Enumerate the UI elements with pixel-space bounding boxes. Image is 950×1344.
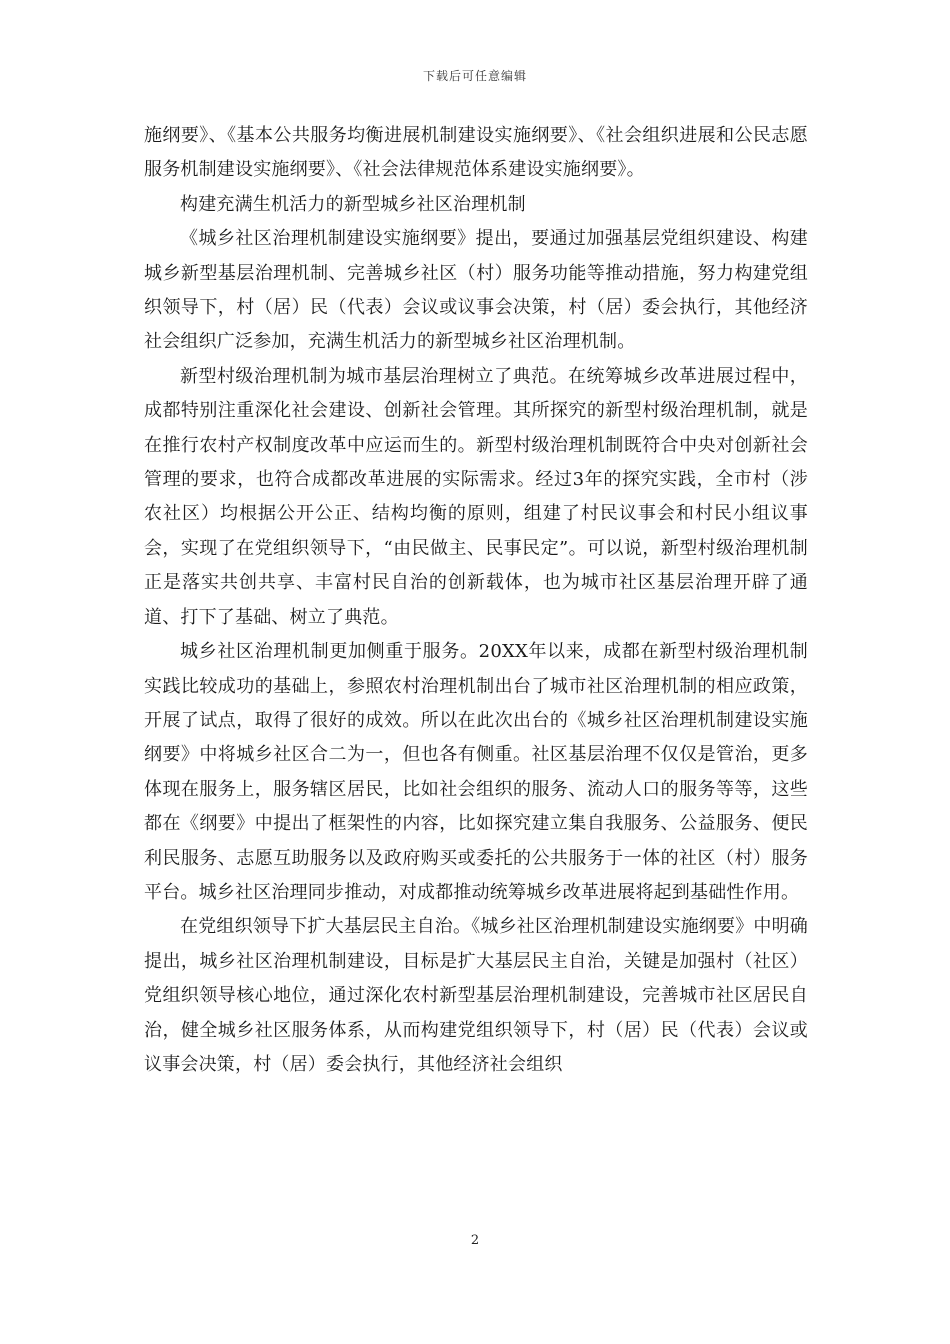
paragraph-4: 城乡社区治理机制更加侧重于服务。20XX年以来，成都在新型村级治理机制实践比较成功的基础上，参照农村治理机制出台了城市社区治理机制的相应政策，开展了试点，取得了很好的成效。所以在此次出台的《城乡社区治理机制建设实施纲要》中将城乡社区合二为一，但也各有侧重。社区基层治理不仅仅是管治，更多体现在服务上，服务辖区居民，比如社会组织的服务、流动人口的服务等等，这些都在《纲要》中提出了框架性的内容，比如探究建立集自我服务、公益服务、便民利民服务、志愿互助服务以及政府购买或委托的公共服务于一体的社区（村）服务平台。城乡社区治理同步推动，对成都推动统筹城乡改革进展将起到基础性作用。 xyxy=(144,641,808,903)
page-header: 下载后可任意编辑 xyxy=(422,69,527,83)
paragraph-2: 《城乡社区治理机制建设实施纲要》提出，要通过加强基层党组织建设、构建城乡新型基层治理机制、完善城乡社区（村）服务功能等推动措施，努力构建党组织领导下，村（居）民（代表）会议或议事会决策，村（居）委会执行，其他经济社会组织广泛参加，充满生机活力的新型城乡社区治理机制。 xyxy=(144,228,808,353)
paragraph-3: 新型村级治理机制为城市基层治理树立了典范。在统筹城乡改革进展过程中，成都特别注重深化社会建设、创新社会管理。其所探究的新型村级治理机制，就是在推行农村产权制度改革中应运而生的。新型村级治理机制既符合中央对创新社会管理的要求，也符合成都改革进展的实际需求。经过3年的探究实践，全市村（涉农社区）均根据公开公正、结构均衡的原则，组建了村民议事会和村民小组议事会，实现了在党组织领导下，“由民做主、民事民定”。可以说，新型村级治理机制正是落实共创共享、丰富村民自治的创新载体，也为城市社区基层治理开辟了通道、打下了基础、树立了典范。 xyxy=(144,365,808,628)
paragraph-1: 施纲要》、《基本公共服务均衡进展机制建设实施纲要》、《社会组织进展和公民志愿服务机制建设实施纲要》、《社会法律规范体系建设实施纲要》。 xyxy=(144,125,808,181)
page-number: 2 xyxy=(470,1233,480,1248)
section-heading: 构建充满生机活力的新型城乡社区治理机制 xyxy=(180,193,526,215)
paragraph-5: 在党组织领导下扩大基层民主自治。《城乡社区治理机制建设实施纲要》中明确提出，城乡社区治理机制建设，目标是扩大基层民主自治，关键是加强村（社区）党组织领导核心地位，通过深化农村新型基层治理机制建设，完善城市社区居民自治，健全城乡社区服务体系，从而构建党组织领导下，村（居）民（代表）会议或议事会决策，村（居）委会执行，其他经济社会组织 xyxy=(144,916,808,1075)
document-body xyxy=(144,119,808,1082)
